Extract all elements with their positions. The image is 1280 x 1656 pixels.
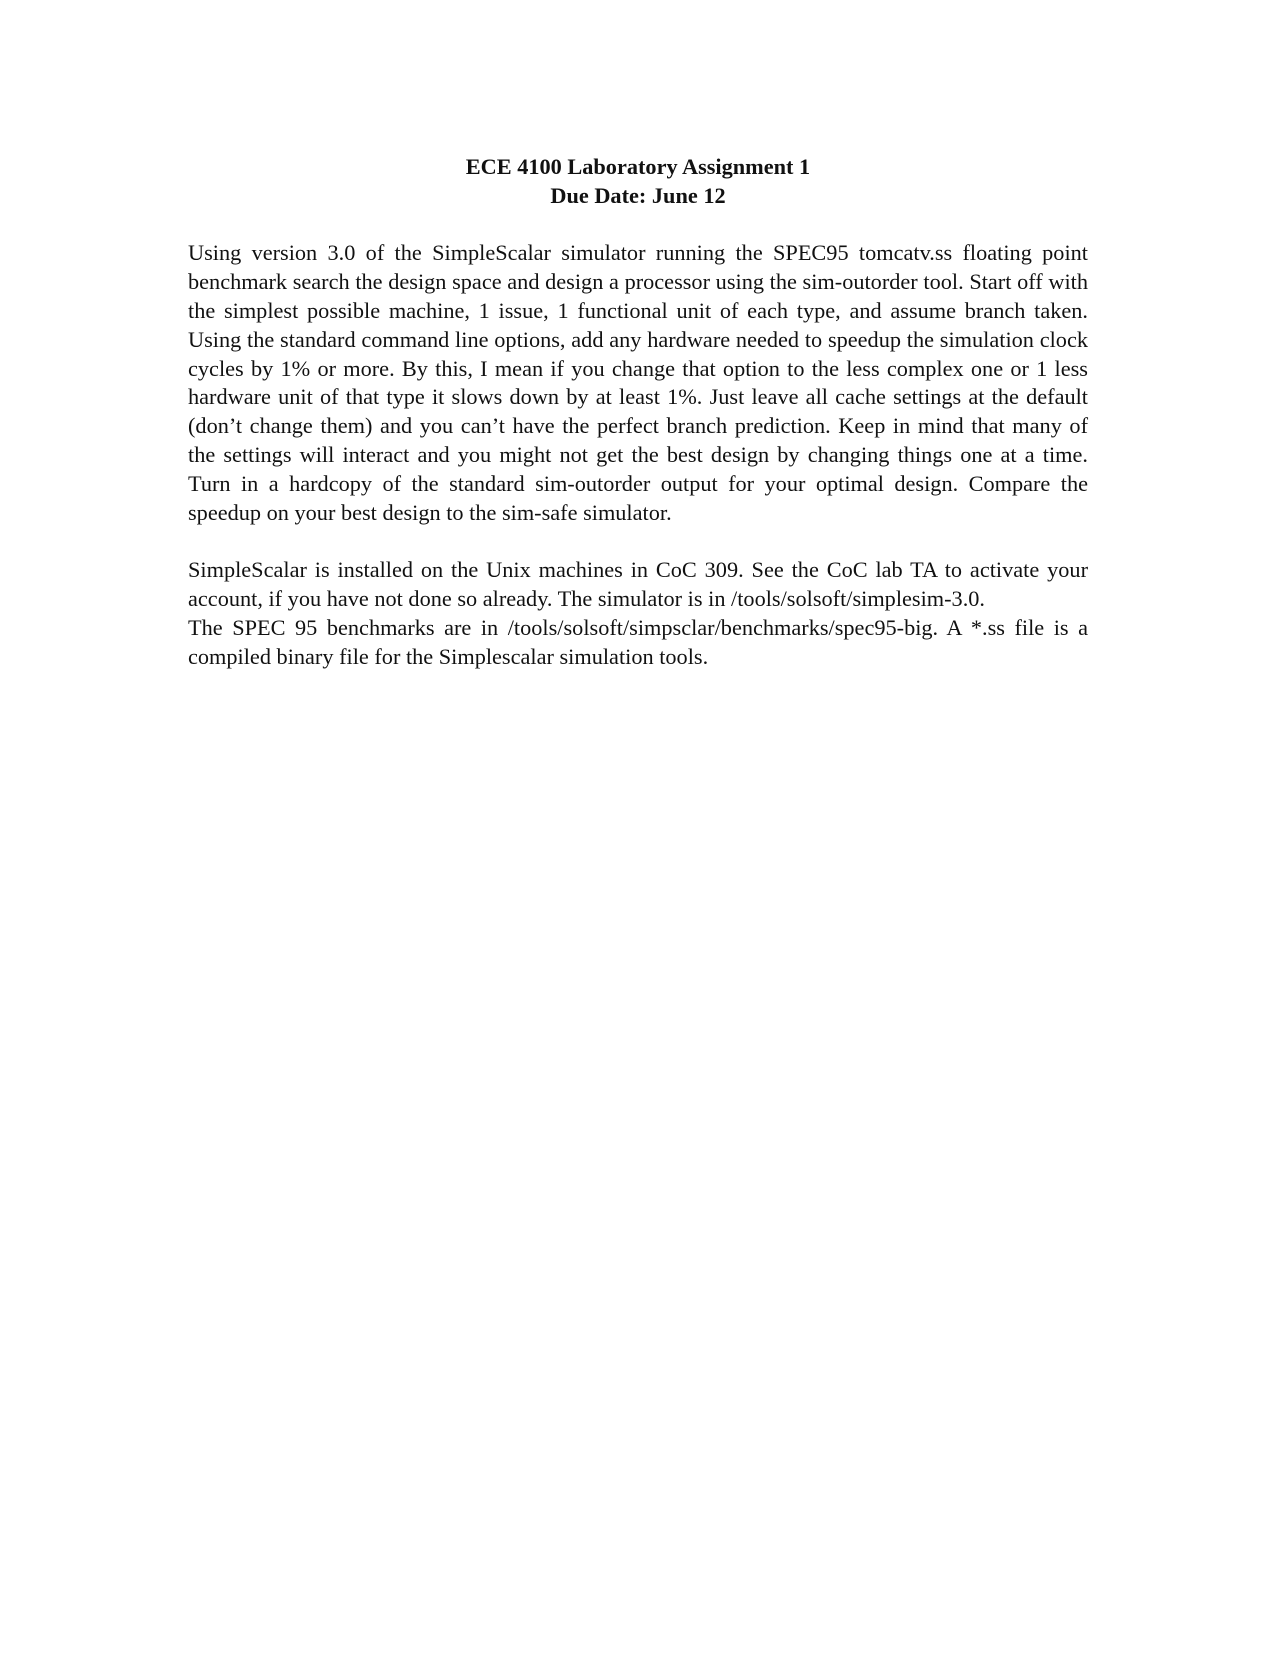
title-block: [188, 153, 1088, 211]
paragraph-instructions: Using version 3.0 of the SimpleScalar simulator running the SPEC95 tomcatv.ss floating point benchmark search the design space and design a processor using the sim-outorder tool. Start off with the simplest possible machine, 1 issue, 1 functional unit of each type, and assume branch taken. Using the standard command line options, add any hardware needed to speedup the simulation clock cycles by 1% or more. By this, I mean if you change that option to the less complex one or 1 less hardware unit of that type it slows down by at least 1%. Just leave all cache settings at the default (don’t change them) and you can’t have the perfect branch prediction. Keep in mind that many of the settings will interact and you might not get the best design by changing things one at a time. Turn in a hardcopy of the standard sim-outorder output for your optimal design. Compare the speedup on your best design to the sim-safe simulator.: [188, 240, 1088, 525]
paragraph-benchmarks: The SPEC 95 benchmarks are in /tools/solsoft/simpsclar/benchmarks/spec95-big. A *.ss file is a compiled binary file for the Simplescalar simulation tools.: [188, 614, 1088, 669]
due-date: Due Date: June 12: [550, 182, 726, 208]
document-body: [188, 153, 1088, 671]
paragraph-install-location: SimpleScalar is installed on the Unix machines in CoC 309. See the CoC lab TA to activate your account, if you have not done so already. The simulator is in /tools/solsoft/simplesim-3.0.: [188, 557, 1088, 611]
paragraph-spacer: [188, 527, 1088, 556]
document-title: ECE 4100 Laboratory Assignment 1: [465, 154, 811, 179]
